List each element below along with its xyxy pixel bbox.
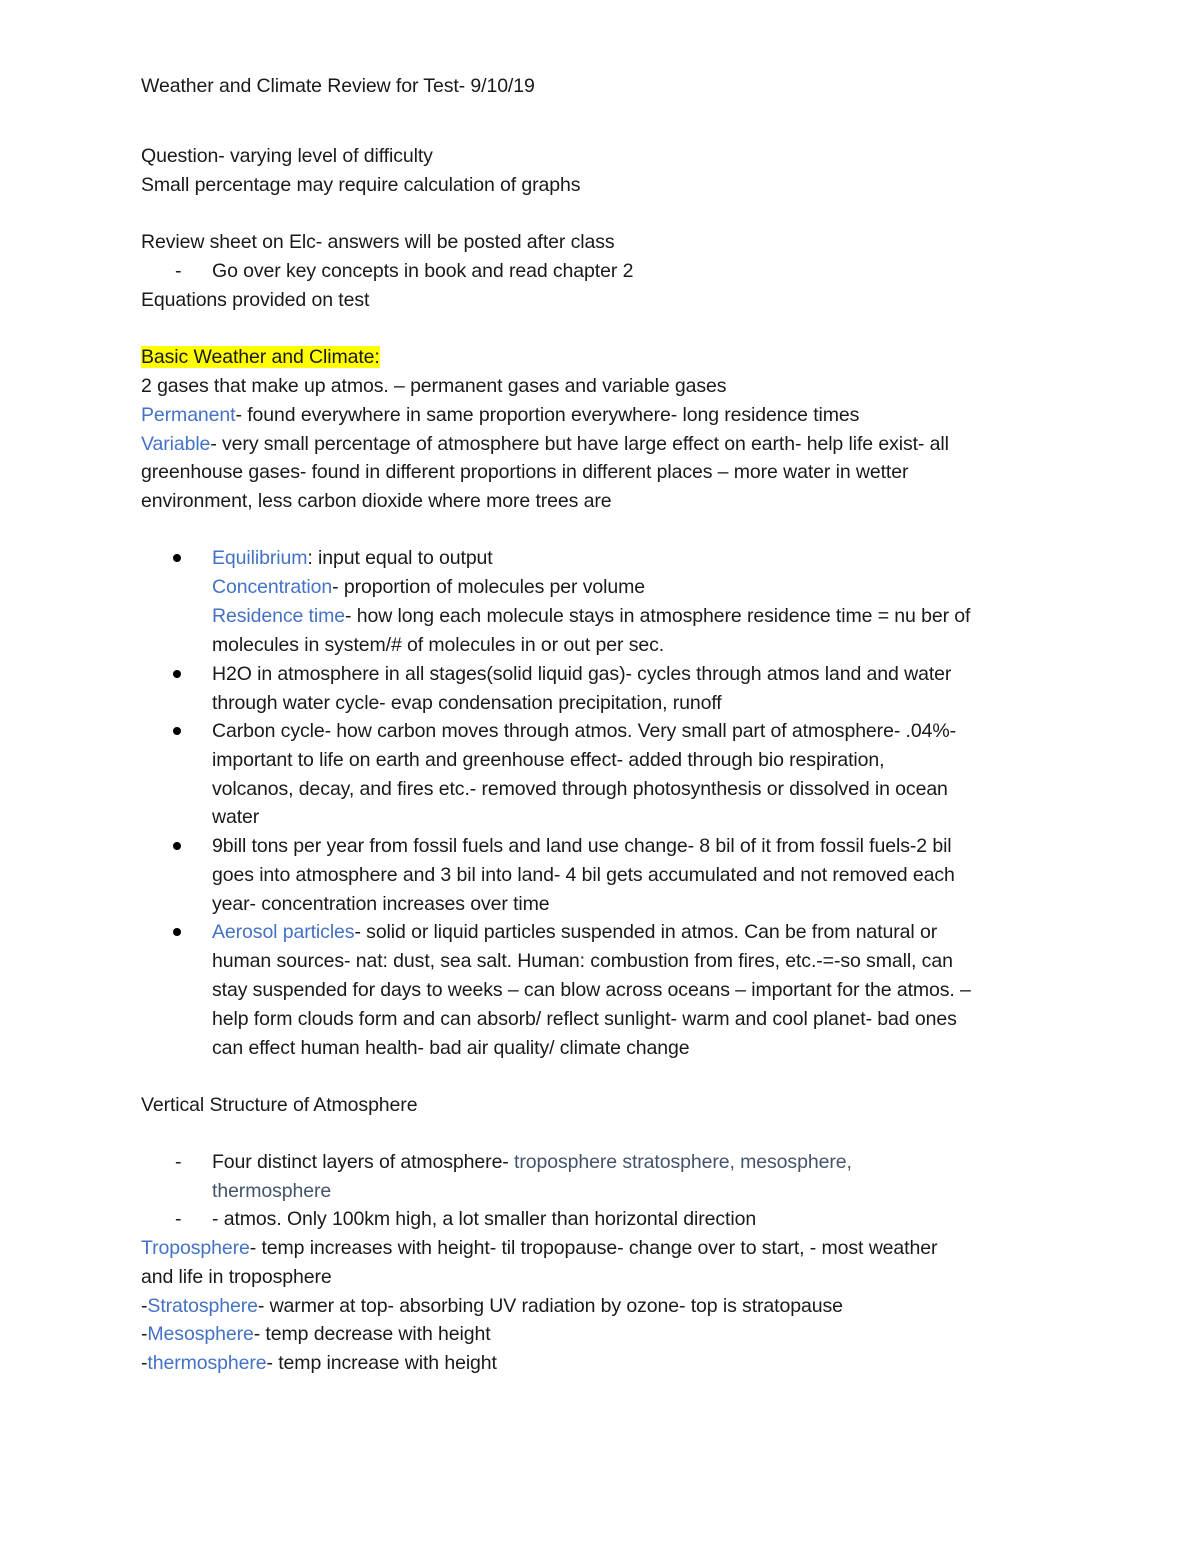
basic-gases-line: 2 gases that make up atmos. – permanent gases and variable gases <box>141 375 727 397</box>
bullet-aerosol-cont: stay suspended for days to weeks – can blow across oceans – important for the atmos. – <box>212 979 971 1001</box>
bullet-carbon: Carbon cycle- how carbon moves through atmos. Very small part of atmosphere- .04%- <box>212 720 956 742</box>
variable-line-cont: environment, less carbon dioxide where more trees are <box>141 490 612 512</box>
permanent-definition: - found everywhere in same proportion everywhere- long residence times <box>235 404 860 426</box>
mesosphere-definition: - temp decrease with height <box>253 1323 491 1345</box>
permanent-line <box>141 403 859 427</box>
term-stratosphere: Stratosphere <box>147 1295 258 1317</box>
intro-line: Review sheet on Elc- answers will be posted after class <box>141 231 615 253</box>
mesosphere-line <box>141 1322 491 1346</box>
stratosphere-definition: - warmer at top- absorbing UV radiation by ozone- top is stratopause <box>257 1295 843 1317</box>
concentration-definition: - proportion of molecules per volume <box>332 576 645 598</box>
term-troposphere: Troposphere <box>141 1237 250 1259</box>
bullet-water: H2O in atmosphere in all stages(solid liquid gas)- cycles through atmos land and water <box>212 663 952 685</box>
layers-line <box>212 1150 852 1174</box>
stratosphere-line <box>141 1294 843 1318</box>
bullet-icon <box>173 554 181 562</box>
bullet-carbon-cont: volcanos, decay, and fires etc.- removed through photosynthesis or dissolved in ocean <box>212 778 948 800</box>
residence-line-cont: molecules in system/# of molecules in or out per sec. <box>212 634 665 656</box>
troposphere-definition: - temp increases with height- til tropopause- change over to start, - most weather <box>249 1237 938 1259</box>
document-title: Weather and Climate Review for Test- 9/10/19 <box>141 75 535 97</box>
variable-definition: - very small percentage of atmosphere but have large effect on earth- help life exist- all <box>210 433 949 455</box>
bullet-equilibrium <box>212 546 493 570</box>
term-mesosphere: Mesosphere <box>147 1323 254 1345</box>
bullet-icon <box>173 727 181 735</box>
intro-subitem: Go over key concepts in book and read chapter 2 <box>212 260 634 282</box>
bullet-water-cont: through water cycle- evap condensation precipitation, runoff <box>212 692 722 714</box>
intro-line: Equations provided on test <box>141 289 370 311</box>
bullet-aerosol-cont: human sources- nat: dust, sea salt. Human: combustion from fires, etc.-=-so small, can <box>212 950 953 972</box>
troposphere-line <box>141 1236 937 1260</box>
dash-prefix: - <box>141 1323 148 1345</box>
intro-line: Small percentage may require calculation of graphs <box>141 174 581 196</box>
highlighted-heading: Basic Weather and Climate: <box>141 346 380 368</box>
bullet-aerosol-cont: can effect human health- bad air quality/ climate change <box>212 1037 690 1059</box>
bullet-aerosol-cont: help form clouds form and can absorb/ reflect sunlight- warm and cool planet- bad ones <box>212 1008 957 1030</box>
bullet-aerosol <box>212 920 937 944</box>
term-concentration: Concentration <box>212 576 333 598</box>
concentration-line <box>212 575 645 599</box>
section-heading-basic <box>141 345 380 369</box>
dash-prefix: - <box>141 1295 148 1317</box>
residence-line <box>212 604 970 628</box>
troposphere-line-cont: and life in troposphere <box>141 1266 332 1288</box>
section-heading-vertical: Vertical Structure of Atmosphere <box>141 1094 418 1116</box>
bullet-icon <box>173 842 181 850</box>
bullet-fossil-cont: goes into atmosphere and 3 bil into land- 4 bil gets accumulated and not removed each <box>212 864 955 886</box>
thermosphere-line <box>141 1351 497 1375</box>
bullet-carbon-cont: water <box>212 806 260 828</box>
term-variable: Variable <box>141 433 211 455</box>
variable-line-cont: greenhouse gases- found in different proportions in different places – more water in wetter <box>141 461 909 483</box>
term-residence-time: Residence time <box>212 605 345 627</box>
layers-names: troposphere stratosphere, mesosphere, <box>514 1151 852 1173</box>
dash-marker: - <box>175 1151 182 1173</box>
variable-line <box>141 432 949 456</box>
equilibrium-definition: : input equal to output <box>307 547 493 569</box>
aerosol-definition: - solid or liquid particles suspended in atmos. Can be from natural or <box>354 921 938 943</box>
residence-definition: - how long each molecule stays in atmosphere residence time = nu ber of <box>345 605 971 627</box>
bullet-icon <box>173 670 181 678</box>
bullet-icon <box>173 928 181 936</box>
dash-marker: - <box>175 1208 182 1230</box>
bullet-carbon-cont: important to life on earth and greenhouse effect- added through bio respiration, <box>212 749 885 771</box>
dash-marker: - <box>175 260 182 282</box>
term-aerosol: Aerosol particles <box>212 921 355 943</box>
bullet-fossil: 9bill tons per year from fossil fuels and land use change- 8 bil of it from fossil fuels-2 bil <box>212 835 952 857</box>
term-thermosphere: thermosphere <box>147 1352 267 1374</box>
dash-prefix: - <box>141 1352 148 1374</box>
height-line: - atmos. Only 100km high, a lot smaller than horizontal direction <box>212 1208 757 1230</box>
bullet-fossil-cont: year- concentration increases over time <box>212 893 550 915</box>
layers-intro: Four distinct layers of atmosphere- <box>212 1151 515 1173</box>
intro-line: Question- varying level of difficulty <box>141 145 433 167</box>
layers-names-cont: thermosphere <box>212 1180 332 1202</box>
thermosphere-definition: - temp increase with height <box>266 1352 497 1374</box>
term-equilibrium: Equilibrium <box>212 547 308 569</box>
term-permanent: Permanent <box>141 404 236 426</box>
